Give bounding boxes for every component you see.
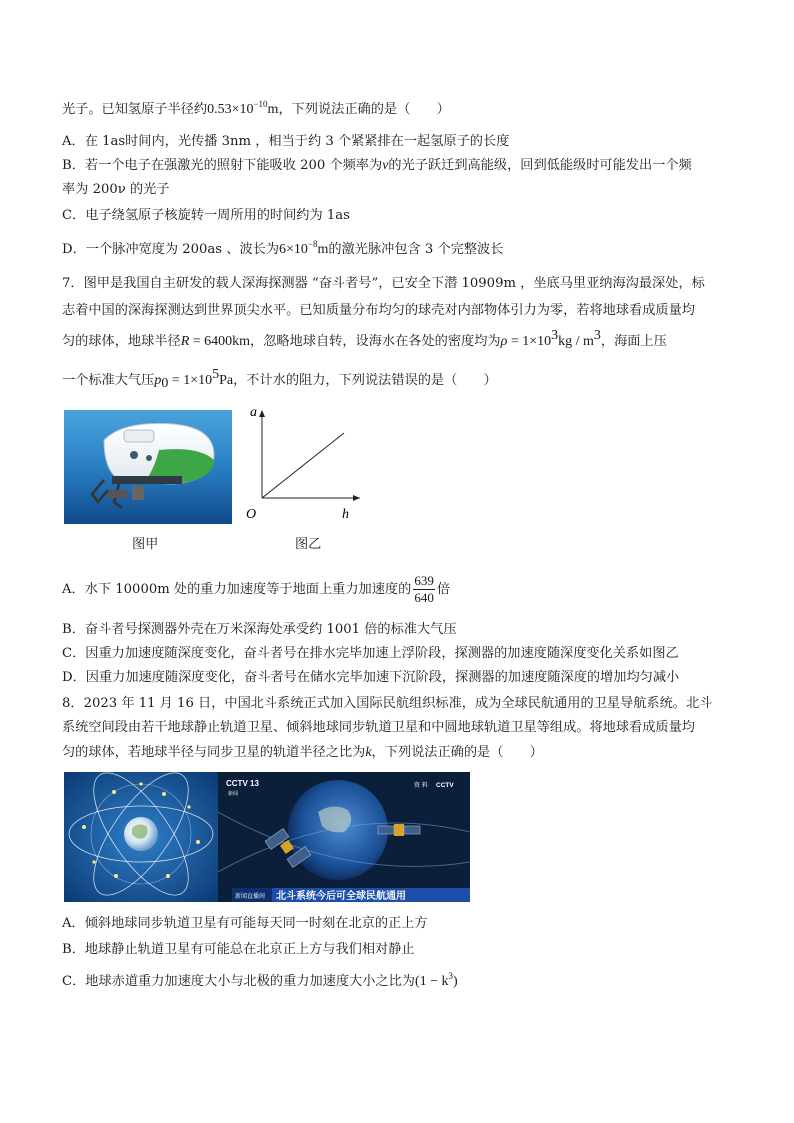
figure-cctv-news	[218, 772, 470, 902]
submersible-photo	[64, 410, 232, 524]
fraction-639-640: $\frac{639}{640}$	[414, 573, 434, 605]
orbits-image	[64, 772, 218, 902]
satellite-right-icon	[378, 824, 420, 836]
origin-label: O	[246, 507, 257, 522]
h-axis-label: h	[342, 507, 349, 522]
q8-stem-line1: 8．2023 年 11 月 16 日，中国北斗系统正式加入国际民航组织标准，成为全球民航通用的卫星导航系统。北斗	[62, 696, 713, 711]
figure-beidou-orbits	[64, 772, 218, 902]
news-banner-text: 北斗系统今后可全球民航通用	[276, 891, 406, 902]
q8-stem-line2: 系统空间段由若干地球静止轨道卫星、倾斜地球同步轨道卫星和中圆地球轨道卫星等组成。将地球看成质量均	[62, 720, 695, 735]
q6-radius: $0.53\times 10^{-10}m$	[207, 99, 279, 117]
q6-wavelength: $6\times 10^{-8}m$	[279, 239, 329, 257]
q6-option-c[interactable]: C．电子绕氢原子核旋转一周所用的时间约为 1as	[62, 208, 350, 223]
archive-brand-logo: CCTV	[436, 782, 454, 789]
news-tag: 新闻直播间	[235, 893, 266, 900]
cctv13-logo: CCTV 13	[226, 779, 259, 788]
q8-option-c[interactable]: C．地球赤道重力加速度大小与北极的重力加速度大小之比为$(1 - k^3)$	[62, 971, 458, 989]
a-axis-label: a	[250, 405, 257, 420]
q8-stem-line3: 匀的球体，若地球半径与同步卫星的轨道半径之比为k，下列说法正确的是（ ）	[62, 745, 543, 760]
h-axis-arrow-icon	[353, 495, 360, 501]
news-screenshot	[218, 772, 470, 902]
q7-stem-line2: 志着中国的深海探测达到世界顶尖水平。已知质量分布均匀的球壳对内部物体引力为零，若将地球看成质量均	[62, 303, 695, 318]
q6-option-b-cont: 率为 200ν 的光子	[62, 182, 170, 197]
q7-option-a[interactable]: A．水下 10000m 处的重力加速度等于地面上重力加速度的 $\frac{639}{640}$ 倍	[62, 573, 450, 605]
archive-label: 资 料	[414, 782, 428, 789]
q7-option-d[interactable]: D．因重力加速度随深度变化，奋斗者号在储水完毕加速下沉阶段，探测器的加速度随深度的增加均匀减小	[62, 670, 680, 685]
figure-a-caption: 图甲	[132, 537, 159, 552]
figure-b-caption: 图乙	[295, 537, 322, 552]
q7-stem-line4: 一个标准大气压$p_0 = 1\times 10^5Pa$，不计水的阻力，下列说法错误的是（ ）	[62, 367, 497, 391]
q6-option-d[interactable]: D．一个脉冲宽度为 200as 、波长为$6\times 10^{-8}m$的激光脉冲包含 3 个完整波长	[62, 239, 504, 257]
cctv13-logo-sub: 新闻	[228, 791, 239, 797]
a-h-graph	[232, 400, 362, 530]
q7-option-c[interactable]: C．因重力加速度随深度变化，奋斗者号在排水完毕加速上浮阶段，探测器的加速度随深度变化关系如图乙	[62, 646, 679, 661]
q7-option-b[interactable]: B．奋斗者号探测器外壳在万米深海处承受约 1001 倍的标准大气压	[62, 622, 457, 637]
figure-b-graph	[232, 400, 362, 530]
q6-stem-text: 光子。已知氢原子半径约	[62, 102, 208, 117]
q6-stem: 光子。已知氢原子半径约$0.53\times 10^{-10}m$，下列说法正确的是（ ）	[62, 99, 450, 117]
a-h-line	[262, 433, 344, 498]
q7-stem-line3: 匀的球体，地球半径R = 6400km，忽略地球自转，设海水在各处的密度均为$\rho = 1\times 10^3kg / m^3$，海面上压	[62, 328, 667, 349]
ratio-expression: $(1 - k^3)$	[414, 971, 458, 989]
figure-a-submersible	[64, 410, 232, 524]
a-axis-arrow-icon	[259, 410, 265, 417]
q7-stem-line1: 7．图甲是我国自主研发的载人深海探测器 “奋斗者号”，已安全下潜 10909m ，坐底马里亚纳海沟最深处，标	[62, 276, 705, 291]
q8-option-a[interactable]: A．倾斜地球同步轨道卫星有可能每天同一时刻在北京的正上方	[62, 916, 428, 931]
q6-option-a[interactable]: A．在 1as时间内，光传播 3nm ，相当于约 3 个紧紧排在一起氢原子的长度	[62, 134, 510, 149]
q8-option-b[interactable]: B．地球静止轨道卫星有可能总在北京正上方与我们相对静止	[62, 942, 415, 957]
q6-option-b[interactable]: B．若一个电子在强激光的照射下能吸收 200 个频率为ν的光子跃迁到高能级，回到低能级时可能发出一个频	[62, 158, 692, 173]
